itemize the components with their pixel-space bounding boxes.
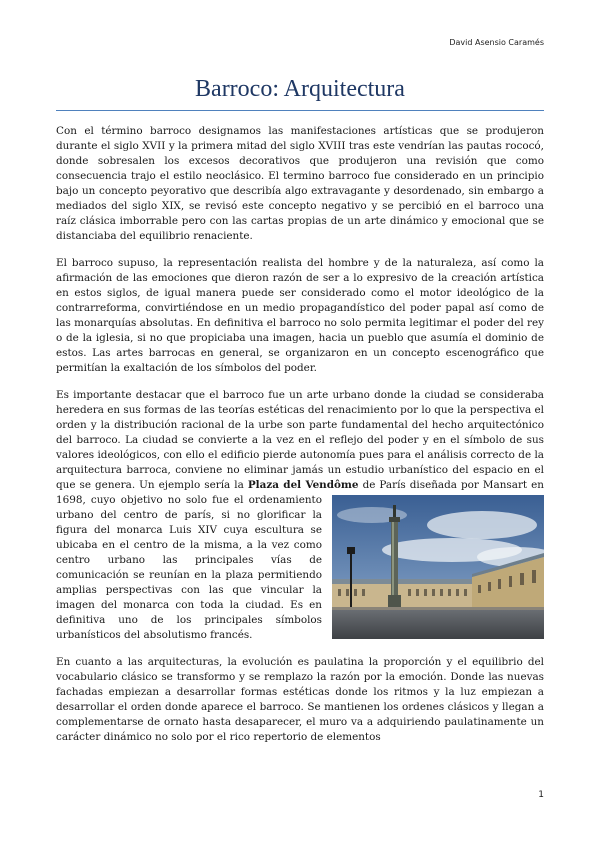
page-title: Barroco: Arquitectura [195, 76, 405, 102]
plaza-vendome-photo [332, 495, 544, 639]
header-author: David Asensio Caramés [449, 38, 544, 47]
plaza-vendome-bold: Plaza del Vendôme [247, 479, 359, 491]
paragraph-3-text: Es importante destacar que el barroco fue un arte urbano donde la ciudad se consideraba heredera en sus formas de las teorías estéticas del renacimiento por lo que la perspectiva el orden y la distribución racional de la urbe son parte fundamental del hecho arquitectónico del barroco. La ciudad se convierte a la vez en el reflejo del poder y en el símbolo de sus valores ideológicos, con ello el edificio pierde autonomía pues para el análisis correcto de la arquitectura barroca, conviene no eliminar jamás un estudio urbanístico del espacio en el que se genera. Un ejemplo sería la [56, 389, 544, 491]
paragraph-3 [56, 388, 544, 643]
paragraph-2: El barroco supuso, la representación realista del hombre y de la naturaleza, así como la afirmación de las emociones que dieron razón de ser a lo expresivo de la creación artística en estos siglos, de igual manera puede ser considerado como el motor ideológico de la contrarreforma, convirtiéndose en un medio propagandístico del poder papal así como de las monarquías absolutas. En definitiva el barroco no solo permita legitimar el poder del rey o de la iglesia, si no que propiciaba una imagen, hacia un pueblo que asumía el dominio de estos. Las artes barrocas en general, se organizaron en un concepto escenográfico que permitían la exaltación de los símbolos del poder. [56, 257, 544, 374]
title-divider [56, 110, 544, 111]
paragraph-4: En cuanto a las arquitecturas, la evolución es paulatina la proporción y el equilibrio del vocabulario clásico se transformo y se remplazo la razón por la emoción. Donde las nuevas fachadas empiezan a desarrollar formas estéticas donde los ritmos y la luz empiezan a desarrollar el orden donde aparece el barroco. Se mantienen los ordenes clásicos y llegan a complementarse de ornato hasta desaparecer, el muro va a adquiriendo paulatinamente un carácter dinámico no solo por el rico repertorio de elementos [56, 656, 544, 743]
document-body [56, 124, 544, 757]
paragraph-1: Con el término barroco designamos las manifestaciones artísticas que se produjeron durante el siglo XVII y la primera mitad del siglo XVIII tras este vendrían las pautas rococó, donde sobresalen los excesos decorativos que produjeron una revisión que como consecuencia trajo el estilo neoclásico. El termino barroco fue considerado en un principio bajo un concepto peyorativo que describía algo extravagante y desordenado, sin embargo a mediados del siglo XIX, se revisó este concepto negativo y se percibió en el barroco una raíz clásica imborrable pero con las cartas propias de un arte dinámico y emocional que se distanciaba del equilibrio renaciente. [56, 125, 544, 242]
paragraph-3-continued: de París diseñada por Mansart en 1698, cuyo objetivo no solo fue el ordenamiento urbano del centro de parís, si no glorificar la figura del monarca Luis XIV cuya escultura se ubicaba en el centro de la misma, a la vez como centro urbano las principales vías de comunicación se reunían en la plaza permitiendo amplias perspectivas con las que vincular la imagen del monarca con toda la ciudad. Es en definitiva uno de los principales símbolos urbanísticos del absolutismo francés. [56, 479, 544, 641]
page-number: 1 [538, 790, 544, 800]
